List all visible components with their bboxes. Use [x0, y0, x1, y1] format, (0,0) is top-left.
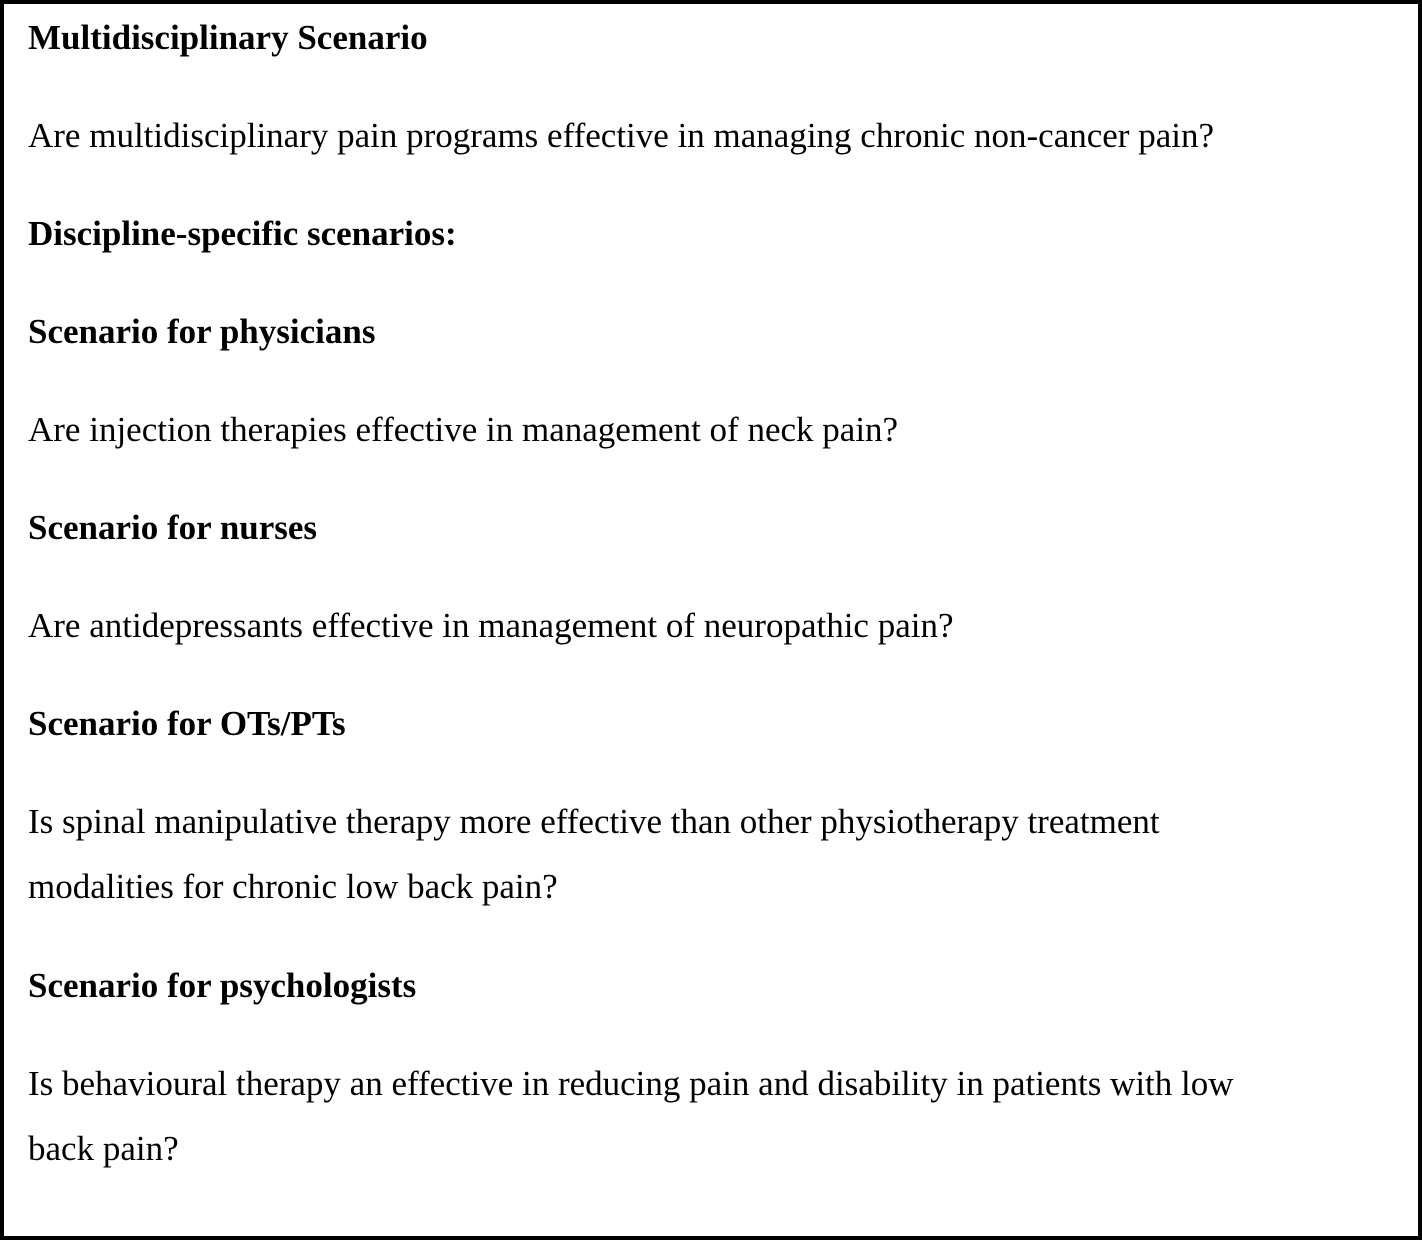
nurses-heading: Scenario for nurses	[28, 508, 318, 547]
ots-pts-question-line1: Is spinal manipulative therapy more effective than other physiotherapy treatment	[28, 802, 1160, 841]
multidisciplinary-question: Are multidisciplinary pain programs effective in managing chronic non-cancer pain?	[28, 116, 1215, 155]
ots-pts-question-line2: modalities for chronic low back pain?	[28, 867, 558, 906]
physicians-heading: Scenario for physicians	[28, 312, 376, 351]
nurses-question: Are antidepressants effective in management of neuropathic pain?	[28, 606, 954, 645]
physicians-question: Are injection therapies effective in management of neck pain?	[28, 410, 899, 449]
multidisciplinary-heading: Multidisciplinary Scenario	[28, 18, 428, 57]
discipline-specific-heading: Discipline-specific scenarios:	[28, 214, 457, 253]
psychologists-heading: Scenario for psychologists	[28, 966, 417, 1005]
psychologists-question-line2: back pain?	[28, 1129, 179, 1168]
psychologists-question-line1: Is behavioural therapy an effective in reducing pain and disability in patients with low	[28, 1064, 1234, 1103]
ots-pts-heading: Scenario for OTs/PTs	[28, 704, 346, 743]
